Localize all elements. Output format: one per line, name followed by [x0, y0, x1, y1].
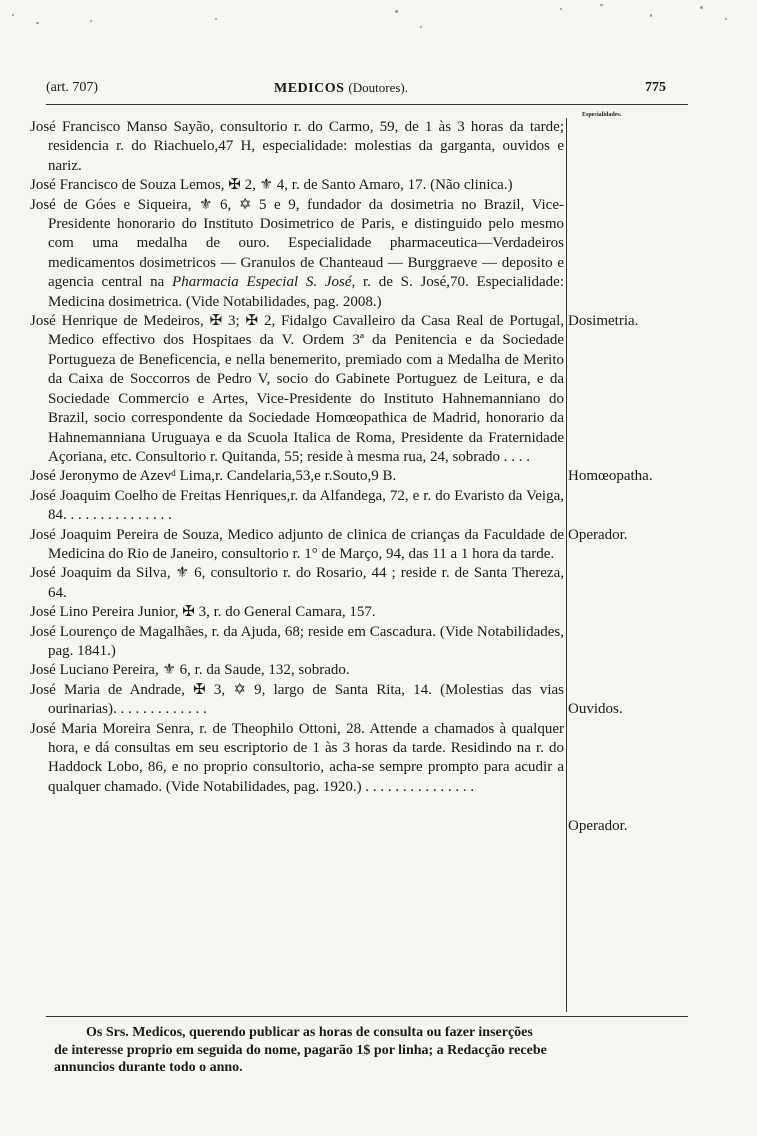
entry-lino-pereira [30, 603, 564, 622]
entry-maria-andrade [30, 681, 623, 720]
entry-joaquim-silva [30, 564, 564, 603]
specialty-label: Dosimetria. [568, 313, 639, 330]
entry-text: José Joaquim Coelho de Freitas Henriques,r. da Alfandega, 72, e r. do Evaristo da Veiga, 84. . . . . . . . . . . . . . . [30, 487, 564, 524]
title-subtitle: (Doutores). [348, 80, 408, 95]
page-speckle [0, 0, 757, 50]
page-title [274, 80, 408, 97]
specialty-label: Homœopatha. [568, 468, 653, 485]
entry-text: José Henrique de Medeiros, ✠ 3; ✠ 2, Fidalgo Cavalleiro da Casa Real de Portugal, Medico effectivo dos Hospitaes da V. Ordem 3ª da Penitencia e da Sociedade Portugueza de Beneficencia, e nella benemerito, premiado com a Medalha de Merito da Caixa de Soccorros de Pedro V, socio do Gabinete Portuguez de Leitura, e da Sociedade Commercio e Artes, Vice-Presidente do Instituto Hahnemanniano do Brazil, socio correspondente da Sociedade Homœopathica de Madrid, honorario da Hahnemanniana Uruguaya e da Scuola Italica de Roma, Presidente da Fraternidade Açoriana, etc. Consultorio r. Quitanda, 55; reside à mesma rua, 24, sobrado . . . . [30, 313, 564, 465]
page-number: 775 [645, 80, 666, 95]
entry-text: José Luciano Pereira, ⚜ 6, r. da Saude, 132, sobrado. [30, 662, 350, 679]
footnote-line-3: annuncios durante todo o anno. [54, 1060, 243, 1075]
header-rule [46, 104, 688, 105]
entry-text: José Lino Pereira Junior, ✠ 3, r. do General Camara, 157. [30, 604, 376, 621]
entry-text: José Joaquim da Silva, ⚜ 6, consultorio r. do Rosario, 44 ; reside r. de Santa Thereza, 64. [30, 565, 564, 601]
entry-text: José Maria Moreira Senra, r. de Theophilo Ottoni, 28. Attende a chamados à qualquer hora, e dá consultas em seu escriptorio de 1 às 3 horas da tarde. Residindo na r. do Haddock Lobo, 86, e no proprio consultorio, acha-se sempre prompto para acudir a qualquer chamado. (Vide Notabilidades, pag. 1920.) . . . . . . . . . . . . . . . [30, 720, 564, 795]
entry-lourenco-magalhaes [30, 623, 564, 662]
entry-manso-sayao [30, 118, 564, 176]
footnote [54, 1024, 694, 1077]
column-heading-especialidades: Especialidades. [582, 112, 622, 118]
entry-coelho-freitas [30, 487, 564, 526]
footer-rule [46, 1016, 688, 1017]
directory-entries [30, 118, 653, 834]
entry-luciano-pereira [30, 661, 564, 680]
running-header [46, 80, 666, 104]
article-reference: (art. 707) [46, 80, 99, 95]
entry-text: José Francisco de Souza Lemos, ✠ 2, ⚜ 4, r. de Santo Amaro, 17. (Não clinica.) [30, 177, 513, 194]
entry-text: José Jeronymo de Azevᵈ Lima,r. Candelaria,53,e r.Souto,9 B. [30, 468, 397, 485]
specialty-label: Operador. [568, 817, 628, 834]
entry-pereira-souza [30, 526, 628, 565]
entry-henrique-medeiros [30, 312, 639, 467]
column-divider [566, 118, 567, 1012]
specialty-label: Operador. [568, 526, 628, 543]
footnote-line-1: Os Srs. Medicos, querendo publicar as horas de consulta ou fazer inserções [86, 1025, 533, 1040]
entry-text: José Maria de Andrade, ✠ 3, ✡ 9, largo de Santa Rita, 14. (Molestias das vias ourinarias). . . . . . . . . . . . . [30, 681, 564, 718]
entry-text: José de Góes e Siqueira, ⚜ 6, ✡ 5 e 9, fundador da dosimetria no Brazil, Vice-Presidente honorario do Instituto Dosimetrico de Paris, e distinguido pelo mesmo com uma medalha de ouro. Especialidade pharmaceutica—Verdadeiros medicamentos dosimetricos — Granulos de Chanteaud — Burggraeve — deposito e agencia central na [30, 196, 564, 291]
entry-italic: Pharmacia Especial S. José, [172, 274, 356, 291]
entry-jeronymo-lima [30, 467, 653, 486]
entry-tail: r. de S. José,70. Especialidade: Medicina dosimetrica. (Vide Notabilidades, pag. 2008.) [48, 274, 565, 310]
specialty-label: Ouvidos. [568, 700, 623, 717]
footnote-line-2: de interesse proprio em seguida do nome, pagarão 1$ por linha; a Redacção recebe [54, 1042, 547, 1058]
title-text: MEDICOS [274, 81, 345, 96]
entry-text: José Francisco Manso Sayão, consultorio r. do Carmo, 59, de 1 às 3 horas da tarde; residencia r. do Riachuelo,47 H, especialidade: molestias da garganta, ouvidos e nariz. [30, 119, 564, 174]
entry-moreira-senra [30, 720, 628, 834]
entry-goes-siqueira [30, 196, 564, 312]
entry-text: José Lourenço de Magalhães, r. da Ajuda, 68; reside em Cascadura. (Vide Notabilidades, pag. 1841.) [30, 623, 564, 659]
entry-souza-lemos [30, 176, 564, 195]
entry-text: José Joaquim Pereira de Souza, Medico adjunto de clinica de crianças da Faculdade de Medicina do Rio de Janeiro, consultorio r. 1° de Março, 94, das 11 a 1 hora da tarde. [30, 526, 564, 562]
